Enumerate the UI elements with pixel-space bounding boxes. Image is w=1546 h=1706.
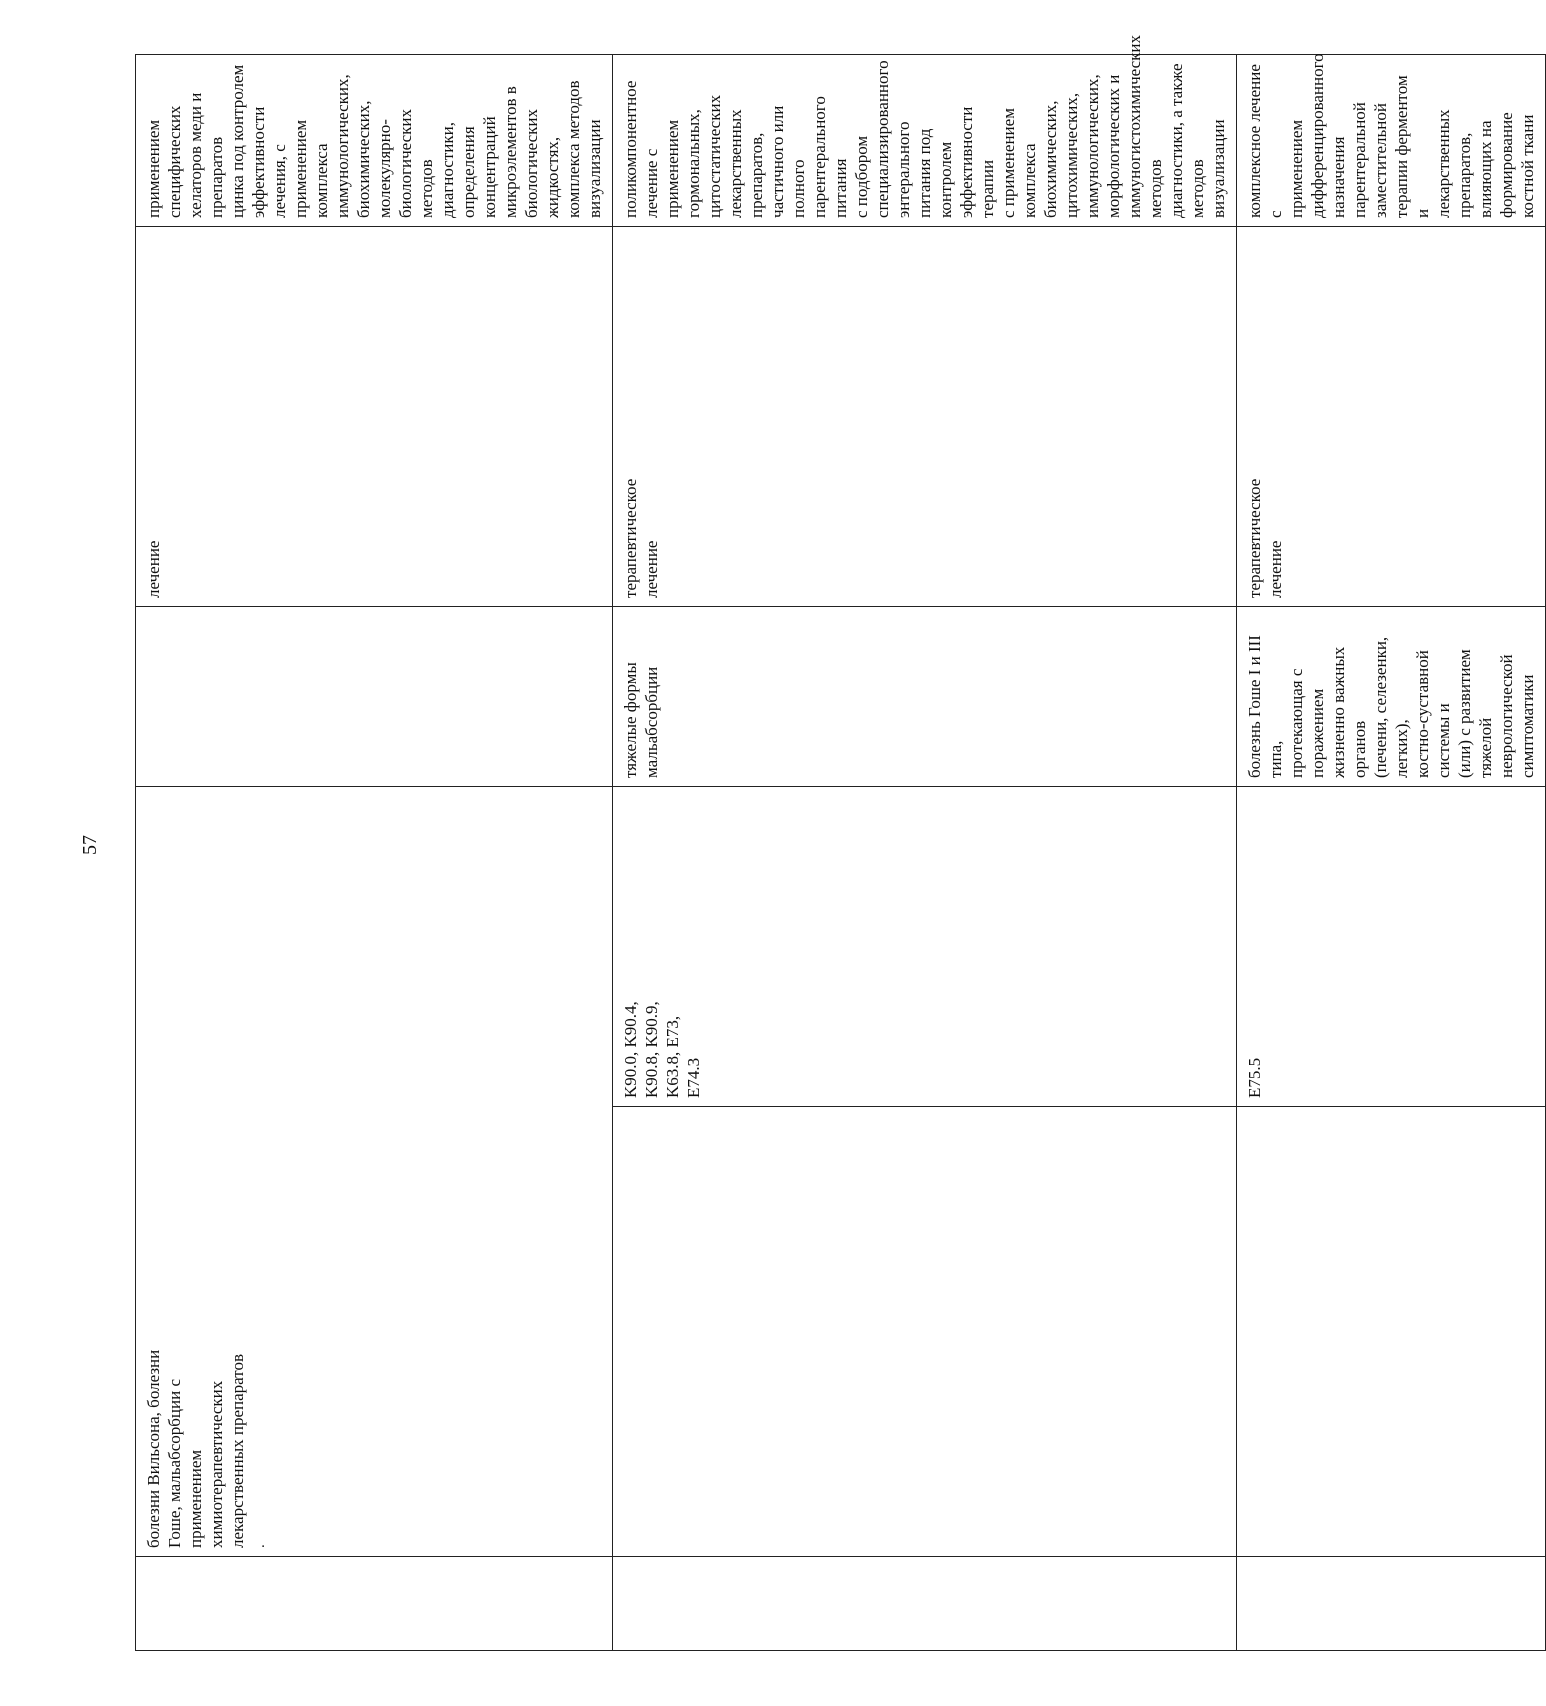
row-number-cell: [136, 1557, 613, 1651]
medical-care-table: [135, 35, 1546, 1651]
treatment-method-cell: применением специфических хелаторов меди и препаратов цинка под контролем эффективности лечения, с применением комплекса иммунологических, биохимических, молекулярно- биологических методов диагностики, определения концентраций микроэлементов в биологических жидкостях, комплекса методов визуализации: [136, 54, 613, 226]
treatment-method-cell: поликомпонентное лечение с применением гормональных, цитостатических лекарственных препаратов, частичного или полного парентерального питания с подбором специализированного энтерального питания под контролем эффективности терапии с применением комплекса биохимических, цитохимических, иммунологических, морфологических и иммуногистохимических методов диагностики, а также методов визуализации: [613, 54, 1237, 226]
profile-cell: болезни Вильсона, болезни Гоше, мальабсорбции с применением химиотерапевтических лекарственных препаратов .: [136, 786, 613, 1556]
table-row: [136, 54, 613, 1650]
row-number-cell: [613, 1557, 1237, 1651]
disease-model-cell: болезнь Гоше I и III типа, протекающая с поражением жизненно важных органов (печени, селезенки, легких), костно-суставной системы и (или) с развитием тяжелой неврологической симптоматики: [1237, 606, 1546, 786]
icd-code-cell: K90.0, K90.4, K90.8, K90.9, K63.8, E73, E74.3: [613, 786, 1237, 1106]
treatment-type-cell: терапевтическое лечение: [613, 226, 1237, 606]
treatment-method-cell: комплексное лечение с применением дифференцированного назначения парентеральной заместительной терапии ферментом и лекарственных препаратов, влияющих на формирование костной ткани: [1237, 54, 1546, 226]
profile-cell: [1237, 1107, 1546, 1557]
table-row: [613, 54, 1237, 1650]
profile-cell: [613, 1107, 1237, 1557]
page-number: 57: [79, 835, 101, 855]
document-table-container: [135, 35, 1537, 1651]
disease-model-cell: [136, 606, 613, 786]
treatment-type-cell: терапевтическое лечение: [1237, 226, 1546, 606]
treatment-type-cell: лечение: [136, 226, 613, 606]
disease-model-cell: тяжелые формы мальабсорбции: [613, 606, 1237, 786]
row-number-cell: [1237, 1557, 1546, 1651]
table-row: [1237, 54, 1546, 1650]
icd-code-cell: E75.5: [1237, 786, 1546, 1106]
